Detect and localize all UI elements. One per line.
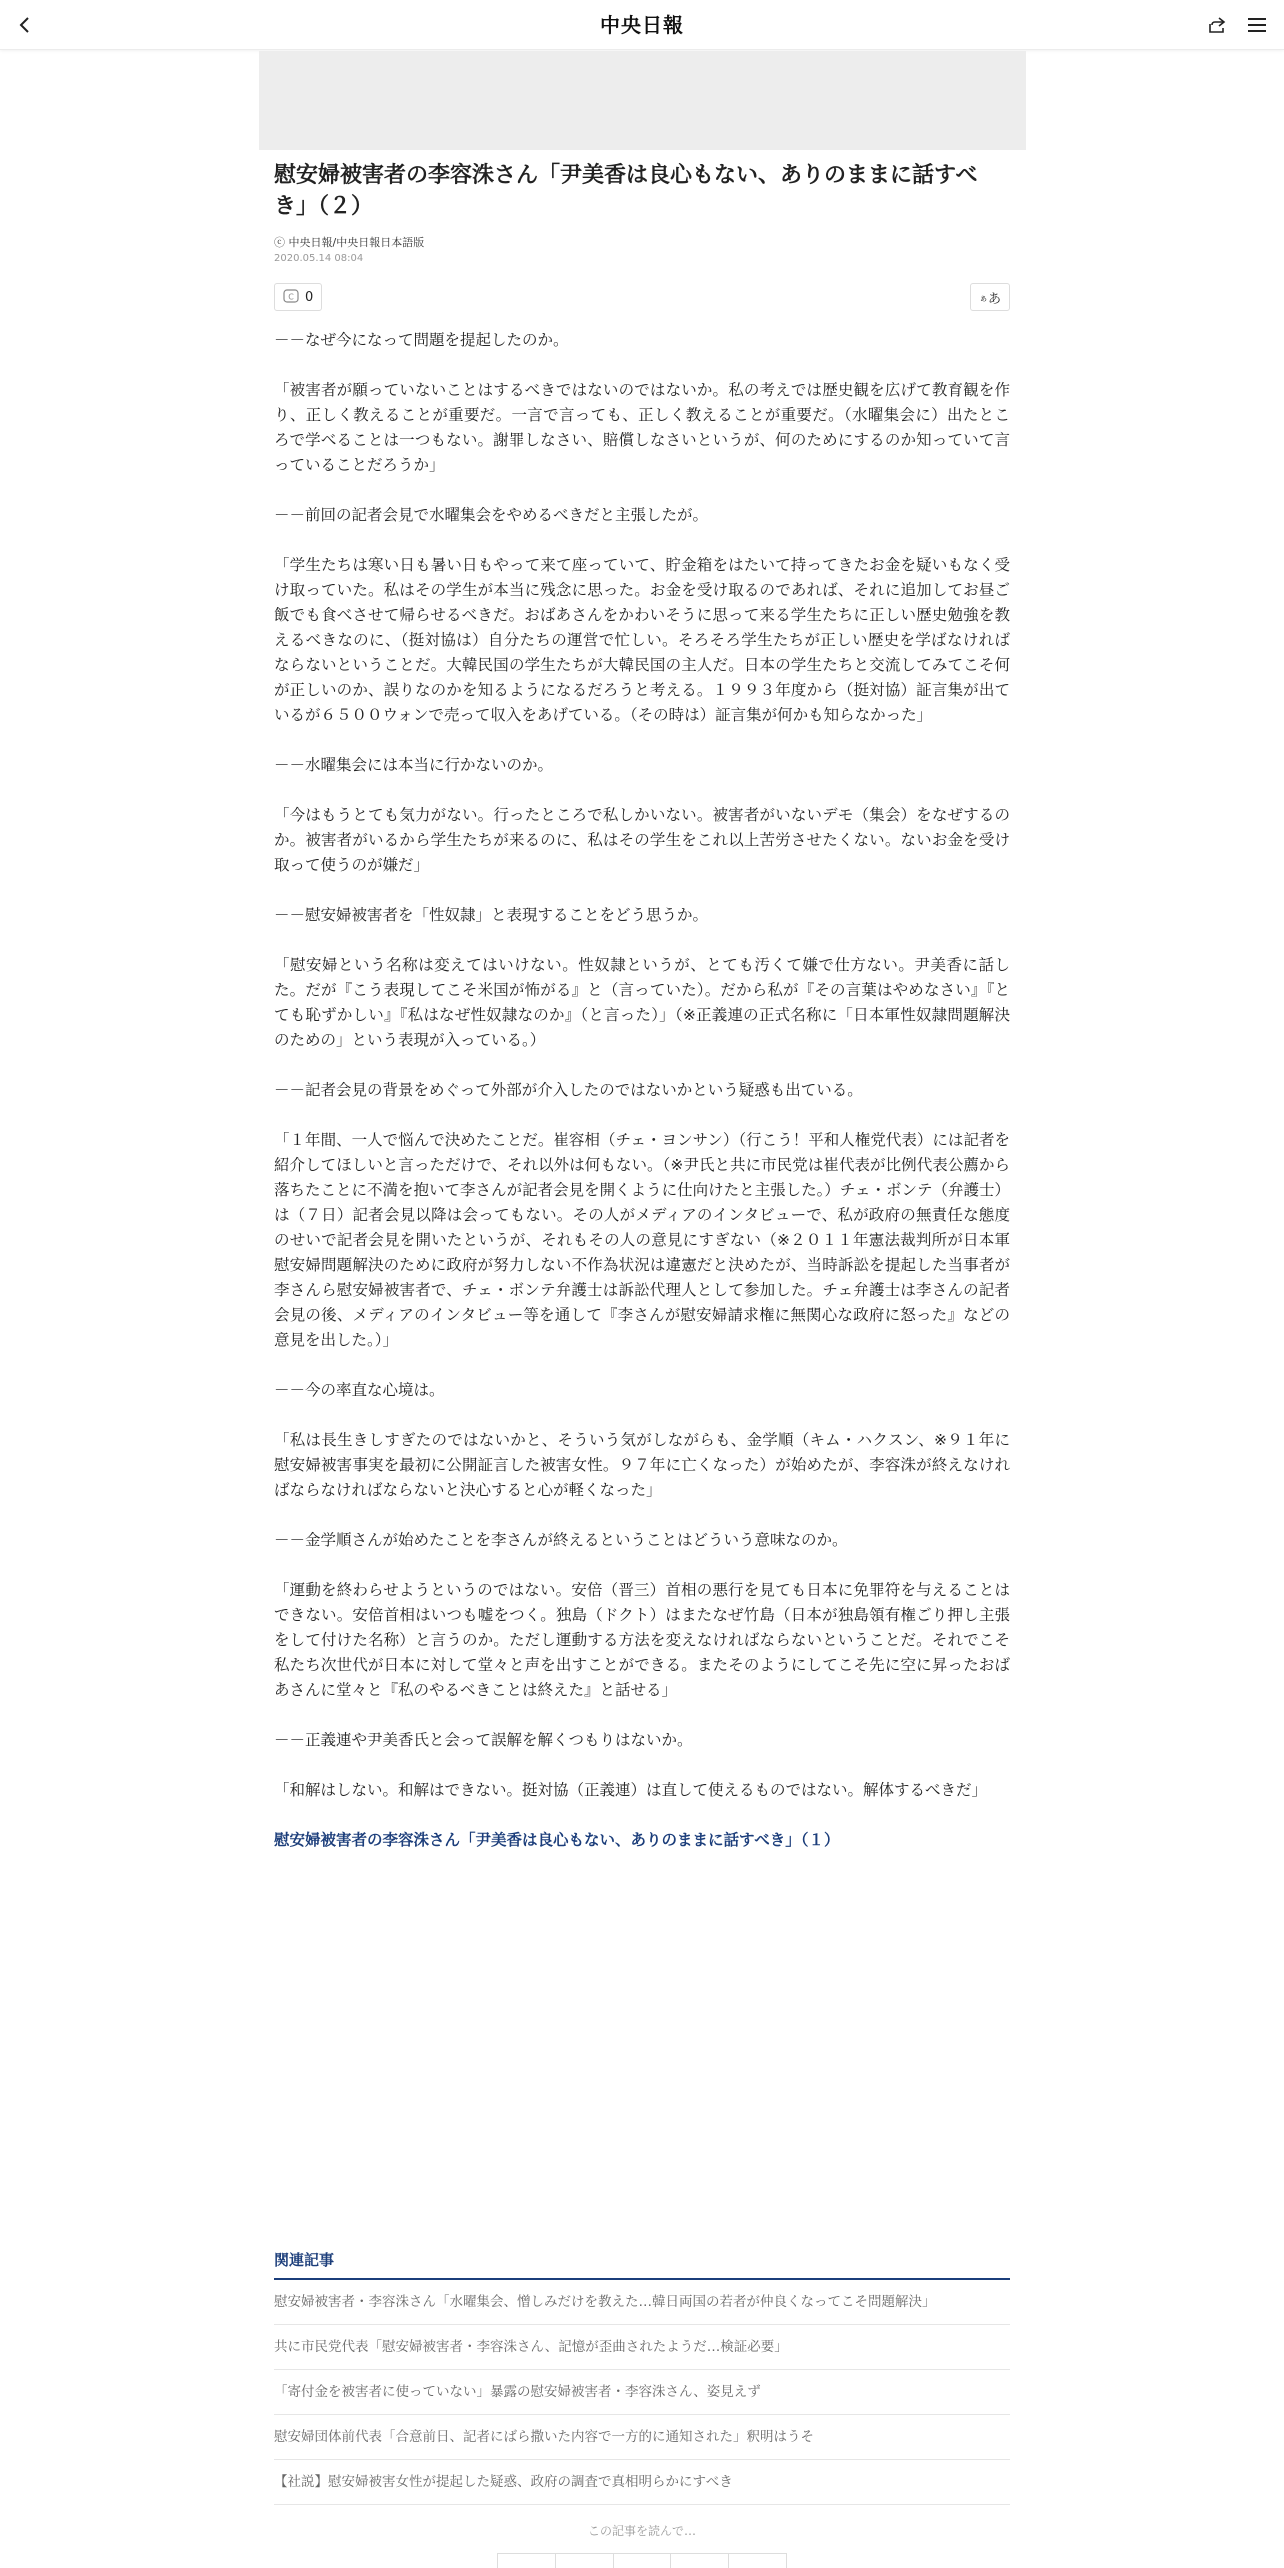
comment-count: 0 — [305, 289, 314, 305]
reaction-button[interactable] — [497, 2553, 555, 2568]
article-date: 2020.05.14 08:04 — [274, 253, 364, 264]
related-articles — [274, 2249, 1010, 2505]
top-navigation-bar — [0, 0, 1284, 50]
article-source: ⓒ 中央日報/中央日報日本語版 — [274, 236, 425, 249]
article-paragraph: 「慰安婦という名称は変えてはいけない。性奴隷というが、とても汚くて嫌で仕方ない。尹美香に話した。だが『こう表現してこそ米国が怖がる』と（言っていた）。だから私が『その言葉はやめなさい』『とても恥ずかしい』『私はなぜ性奴隷なのか』（と言った）」（※正義連の正式名称に「日本軍性奴隷問題解決のための」という表現が入っている。） — [274, 956, 1010, 1049]
site-logo[interactable]: 中央日報 — [600, 13, 684, 37]
related-article-link[interactable]: 【社説】慰安婦被害女性が提起した疑惑、政府の調査で真相明らかにすべき — [274, 2460, 1010, 2505]
article-header — [274, 160, 1010, 264]
article-paragraph: －－今の率直な心境は。 — [274, 1381, 445, 1399]
article-body — [274, 328, 1010, 1878]
article-paragraph: －－正義連や尹美香氏と会って誤解を解くつもりはないか。 — [274, 1731, 693, 1749]
article-tools — [274, 283, 1010, 311]
article-paragraph: 「１年間、一人で悩んで決めたことだ。崔容相（チェ・ヨンサン）（行こう！平和人権党代表）には記者を紹介してほしいと言っただけで、それ以外は何もない。（※尹氏と共に市民党は崔代表が比例代表公薦から落ちたことに不満を抱いて李さんが記者会見を開くように仕向けたと主張した。）チェ・ボンテ（弁護士）は（７日）記者会見以降は会ってもない。その人がメディアのインタビューで、私が政府の無責任な態度のせいで記者会見を開いたというが、それもその人の意見にすぎない（※２０１１年憲法裁判所が日本軍慰安婦問題解決のために政府が努力しない不作為状況は違憲だと決めたが、当時訴訟を提起した当事者が李さんら慰安婦被害者で、チェ・ボンテ弁護士は訴訟代理人として参加した。チェ弁護士は李さんの記者会見の後、メディアのインタビュー等を通して『李さんが慰安婦請求権に無関心な政府に怒った』などの意見を出した。）」 — [274, 1131, 1010, 1349]
article-paragraph: 「運動を終わらせようというのではない。安倍（晋三）首相の悪行を見ても日本に免罪符を与えることはできない。安倍首相はいつも嘘をつく。独島（ドクト）はまたなぜ竹島（日本が独島領有権ごり押し主張をして付けた名称）と言うのか。ただし運動する方法を変えなければならないということだ。それでこそ私たち次世代が日本に対して堂々と声を出すことができる。またそのようにしてこそ先に空に昇ったおばあさんに堂々と『私のやるべきことは終えた』と話せる」 — [274, 1581, 1010, 1699]
related-article-link[interactable]: 慰安婦団体前代表「合意前日、記者にばら撒いた内容で一方的に通知された」釈明はうそ — [274, 2415, 1010, 2460]
reaction-buttons — [497, 2553, 787, 2568]
article-paragraph: 「被害者が願っていないことはするべきではないのではないか。私の考えでは歴史観を広げて教育観を作り、正しく教えることが重要だ。一言で言っても、正しく教えることが重要だ。（水曜集会に）出たところで学べることは一つもない。謝罪しなさい、賠償しなさいというが、何のためにするのか知っていて言っていることだろうか」 — [274, 381, 1010, 474]
article-paragraph: －－記者会見の背景をめぐって外部が介入したのではないかという疑惑も出ている。 — [274, 1081, 863, 1099]
comment-button[interactable] — [274, 283, 322, 311]
share-button[interactable] — [1204, 12, 1230, 38]
article-paragraph: －－なぜ今になって問題を提起したのか。 — [274, 331, 569, 349]
article-title: 慰安婦被害者の李容洙さん「尹美香は良心もない、ありのままに話すべき」（２） — [274, 163, 978, 219]
related-article-link[interactable]: 「寄付金を被害者に使っていない」暴露の慰安婦被害者・李容洙さん、姿見えず — [274, 2370, 1010, 2415]
reaction-button[interactable] — [555, 2553, 613, 2568]
related-article-link[interactable]: 慰安婦被害者・李容洙さん「水曜集会、憎しみだけを教えた…韓日両国の若者が仲良くなってこそ問題解決」 — [274, 2280, 1010, 2325]
comment-icon — [283, 289, 299, 305]
article-paragraph: －－慰安婦被害者を「性奴隷」と表現することをどう思うか。 — [274, 906, 709, 924]
previous-part-link[interactable]: 慰安婦被害者の李容洙さん「尹美香は良心もない、ありのままに話すべき」（１） — [274, 1831, 840, 1849]
article-paragraph: 「学生たちは寒い日も暑い日もやって来て座っていて、貯金箱をはたいて持ってきたお金を疑いもなく受け取っていた。私はその学生が本当に残念に思った。お金を受け取るのであれば、それに追加してお昼ご飯でも食べさせて帰らせるべきだ。おばあさんをかわいそうに思って来る学生たちに正しい歴史勉強を教えるべきなのに、（挺対協は）自分たちの運営で忙しい。そろそろ学生たちが正しい歴史を学ばなければならないということだ。大韓民国の学生たちが大韓民国の主人だ。日本の学生たちと交流してみてこそ何が正しいのか、誤りなのかを知るようになるだろうと考える。１９９３年度から（挺対協）証言集が出ているが６５００ウォンで売って収入をあげている。（その時は）証言集が何かも知らなかった」 — [274, 556, 1010, 724]
reaction-button[interactable] — [728, 2553, 787, 2568]
share-icon — [1207, 16, 1227, 34]
article-paragraph: 「和解はしない。和解はできない。挺対協（正義連）は直して使えるものではない。解体するべきだ」 — [274, 1781, 988, 1799]
reaction-button[interactable] — [670, 2553, 728, 2568]
font-size-button[interactable]: ぁ あ — [970, 283, 1010, 311]
related-article-link[interactable]: 共に市民党代表「慰安婦被害者・李容洙さん、記憶が歪曲されたようだ…検証必要」 — [274, 2325, 1010, 2370]
reaction-button[interactable] — [613, 2553, 671, 2568]
article-paragraph: 「今はもうとても気力がない。行ったところで私しかいない。被害者がいないデモ（集会）をなぜするのか。被害者がいるから学生たちが来るのに、私はその学生をこれ以上苦労させたくない。ないお金を受け取って使うのが嫌だ」 — [274, 806, 1010, 874]
article-paragraph: －－水曜集会には本当に行かないのか。 — [274, 756, 554, 774]
article-paragraph: －－前回の記者会見で水曜集会をやめるべきだと主張したが。 — [274, 506, 709, 524]
related-articles-heading: 関連記事 — [274, 2249, 1010, 2280]
ad-banner-placeholder — [259, 51, 1026, 150]
article-paragraph: －－金学順さんが始めたことを李さんが終えるということはどういう意味なのか。 — [274, 1531, 848, 1549]
article-paragraph: 「私は長生きしすぎたのではないかと、そういう気がしながらも、金学順（キム・ハクスン、※９１年に慰安婦被害事実を最初に公開証言した被害女性。９７年に亡くなった）が始めたが、李容洙が終えなければならなければならないと決心すると心が軽くなった」 — [274, 1431, 1010, 1499]
hamburger-menu-icon — [1248, 17, 1266, 33]
svg-text:C: C — [288, 292, 294, 302]
menu-button[interactable] — [1244, 12, 1270, 38]
reaction-prompt: この記事を読んで… — [587, 2524, 696, 2538]
